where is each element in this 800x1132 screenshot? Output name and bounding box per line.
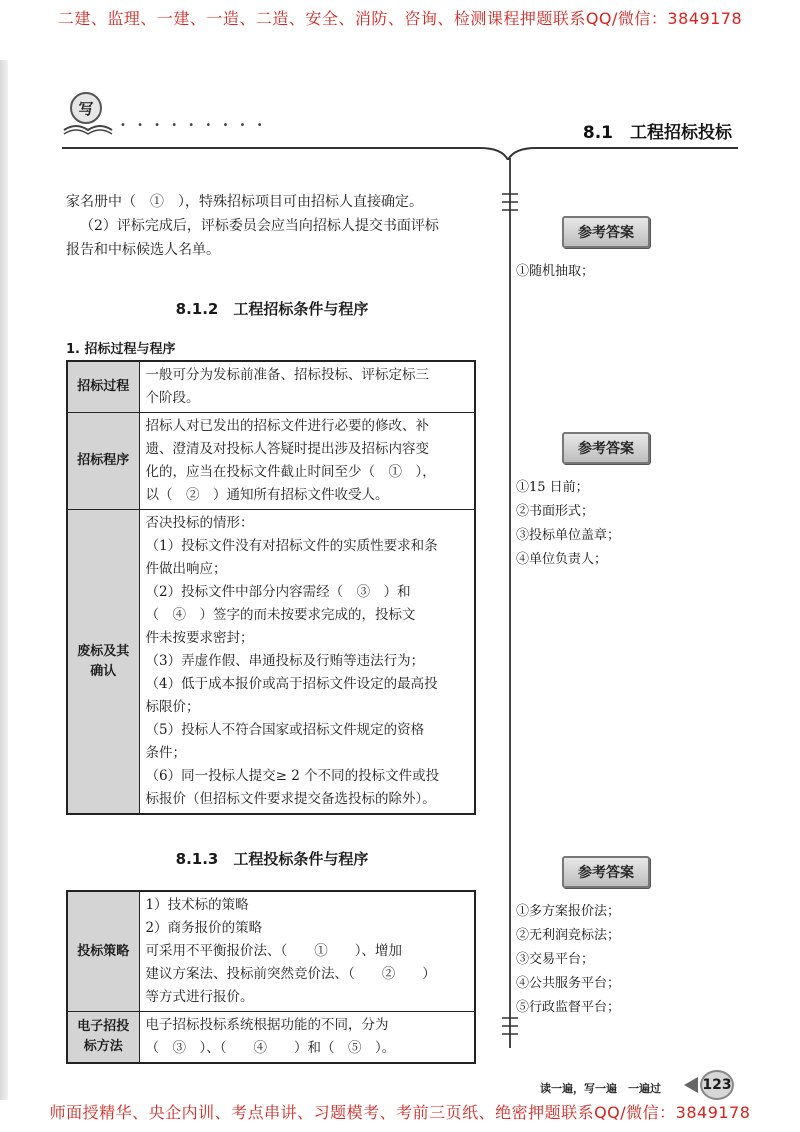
body-line: 1）技术标的策略 xyxy=(145,897,249,913)
logo-char: 写 xyxy=(78,100,94,118)
body-line: （2）投标文件中部分内容需经（ ③ ）和 xyxy=(145,584,411,600)
row-body xyxy=(139,1012,475,1064)
body-line: 个阶段。 xyxy=(145,390,200,406)
table-row xyxy=(67,510,475,815)
body-line: 标报价（但招标文件要求提交备选投标的除外）。 xyxy=(145,791,436,807)
page-number: 123 xyxy=(700,1070,734,1100)
intro-line: 报告和中标候选人名单。 xyxy=(66,242,220,258)
body-line: 等方式进行报价。 xyxy=(145,989,254,1005)
row-body xyxy=(139,510,475,815)
section-title: 8.1 工程招标投标 xyxy=(582,123,732,143)
row-body xyxy=(139,361,475,413)
body-line: 条件； xyxy=(145,745,186,761)
table-row xyxy=(67,413,475,510)
body-line: （ ④ ）签字的而未按要求完成的，投标文 xyxy=(145,607,416,623)
table-row xyxy=(67,361,475,413)
bottom-banner: 师面授精华、央企内训、考点串讲、习题模考、考前三页纸、绝密押题联系QQ/微信：3849178 xyxy=(49,1103,751,1122)
body-line: 电子招标投标系统根据功能的不同，分为 xyxy=(145,1017,389,1033)
body-line: 一般可分为发标前准备、招标投标、评标定标三 xyxy=(145,367,429,383)
bidding-process-table xyxy=(66,360,476,815)
section-heading-813: 8.1.3 工程投标条件与程序 xyxy=(175,850,369,868)
row-label: 招标程序 xyxy=(67,413,139,510)
body-line: （ ③ ）、（ ④ ）和（ ⑤ ）。 xyxy=(145,1040,396,1056)
answer-tag: 参考答案 xyxy=(562,856,650,888)
answer-item: ③投标单位盖章； xyxy=(516,528,621,543)
bidding-strategy-table xyxy=(66,890,476,1064)
intro-line: （2）评标完成后，评标委员会应当向招标人提交书面评标 xyxy=(80,218,439,234)
answer-list xyxy=(516,260,736,284)
answer-item: ①多方案报价法； xyxy=(516,904,621,919)
answer-item: ②书面形式； xyxy=(516,504,595,519)
answer-list xyxy=(516,900,736,1020)
book-pen-logo-icon xyxy=(60,90,116,136)
section-heading-812: 8.1.2 工程招标条件与程序 xyxy=(175,300,369,318)
footer-motto: 读一遍，写一遍 一遍过 xyxy=(540,1082,661,1095)
answer-tag: 参考答案 xyxy=(562,432,650,464)
body-line: 可采用不平衡报价法、（ ① ）、增加 xyxy=(145,943,402,959)
body-line: 否决投标的情形： xyxy=(145,515,254,531)
row-body xyxy=(139,891,475,1012)
answer-tag: 参考答案 xyxy=(562,216,650,248)
answer-box-1 xyxy=(516,216,736,284)
answer-item: ④公共服务平台； xyxy=(516,976,621,991)
body-line: （4）低于成本报价或高于招标文件设定的最高投 xyxy=(145,676,438,692)
table-row xyxy=(67,1012,475,1064)
page-binding-strip xyxy=(0,60,8,1100)
answer-item: ①15 日前； xyxy=(516,480,589,495)
body-line: （6）同一投标人提交≥ 2 个不同的投标文件或投 xyxy=(145,768,440,784)
row-label: 废标及其确认 xyxy=(67,510,139,815)
body-line: 建议方案法、投标前突然竞价法、（ ② ） xyxy=(145,966,436,982)
answer-item: ③交易平台； xyxy=(516,952,595,967)
body-line: （1）投标文件没有对招标文件的实质性要求和条 xyxy=(145,538,438,554)
body-line: 件做出响应； xyxy=(145,561,227,577)
answer-item: ②无利润竞标法； xyxy=(516,928,621,943)
row-label: 投标策略 xyxy=(67,891,139,1012)
answer-list xyxy=(516,476,736,572)
intro-paragraph xyxy=(66,190,478,262)
row-body xyxy=(139,413,475,510)
answer-box-3 xyxy=(516,856,736,1020)
answer-item: ⑤行政监督平台； xyxy=(516,1000,621,1015)
header-rule xyxy=(62,146,738,160)
intro-line: 家名册中（ ① ），特殊招标项目可由招标人直接确定。 xyxy=(66,194,423,210)
body-line: 件未按要求密封； xyxy=(145,630,254,646)
header-dots: • • • • • • • • • xyxy=(120,120,267,131)
table-row xyxy=(67,891,475,1012)
body-line: （3）弄虚作假、串通投标及行贿等违法行为； xyxy=(145,653,425,669)
body-line: 遗、澄清及对投标人答疑时提出涉及招标内容变 xyxy=(145,441,429,457)
body-line: 招标人对已发出的招标文件进行必要的修改、补 xyxy=(145,418,429,434)
body-line: 以（ ② ）通知所有招标文件收受人。 xyxy=(145,487,389,503)
row-label: 招标过程 xyxy=(67,361,139,413)
page-arrow-icon xyxy=(684,1077,698,1093)
answer-box-2 xyxy=(516,432,736,572)
top-banner: 二建、监理、一建、一造、二造、安全、消防、咨询、检测课程押题联系QQ/微信：3849178 xyxy=(57,9,743,28)
answer-item: ④单位负责人； xyxy=(516,552,608,567)
subsection-heading: 1. 招标过程与程序 xyxy=(66,342,176,357)
body-line: 化的，应当在投标文件截止时间至少（ ① ）， xyxy=(145,464,436,480)
answer-item: ①随机抽取； xyxy=(516,264,595,279)
body-line: 2）商务报价的策略 xyxy=(145,920,263,936)
body-line: （5）投标人不符合国家或招标文件规定的资格 xyxy=(145,722,425,738)
body-line: 标限价； xyxy=(145,699,200,715)
row-label: 电子招投标方法 xyxy=(67,1012,139,1064)
